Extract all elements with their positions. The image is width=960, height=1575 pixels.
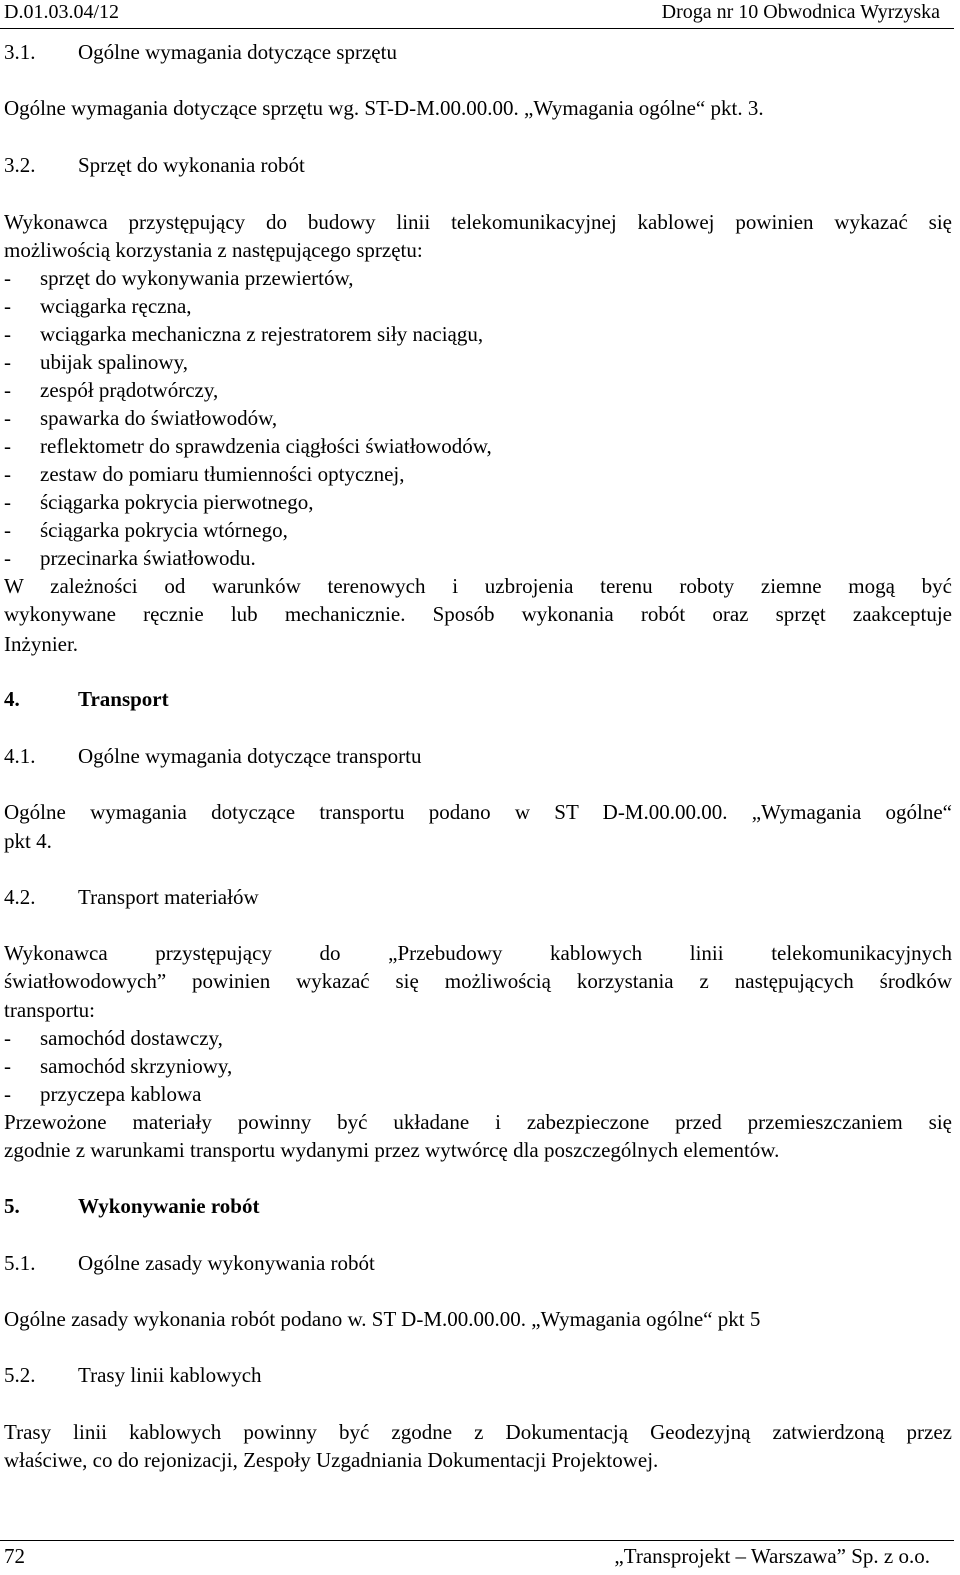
paragraph-5-2-line-1: Trasy linii kablowych powinny być zgodne z Dokumentacją Geodezyjną zatwierdzoną przez: [4, 1420, 952, 1444]
list-item: - samochód dostawczy,: [4, 1026, 223, 1050]
list-item: - ubijak spalinowy,: [4, 350, 188, 374]
page-number: 72: [4, 1544, 25, 1568]
list-item: - zestaw do pomiaru tłumienności optycznej,: [4, 462, 405, 486]
section-title-4: Transport: [78, 687, 169, 711]
paragraph-4-1-line-1: Ogólne wymagania dotyczące transportu podano w ST D-M.00.00.00. „Wymagania ogólne“: [4, 800, 952, 824]
paragraph-5-2-line-2: właściwe, co do rejonizacji, Zespoły Uzgadniania Dokumentacji Projektowej.: [4, 1448, 659, 1472]
paragraph-4-2-line-3: transportu:: [4, 998, 95, 1022]
section-number-5-2: 5.2.: [4, 1363, 36, 1387]
list-item: - przecinarka światłowodu.: [4, 546, 256, 570]
section-title-5: Wykonywanie robót: [78, 1194, 260, 1218]
page-header: [0, 0, 954, 29]
document-road-title: Droga nr 10 Obwodnica Wyrzyska: [661, 1, 940, 23]
list-item: - samochód skrzyniowy,: [4, 1054, 233, 1078]
section-number-4-1: 4.1.: [4, 744, 36, 768]
list-item: - ściągarka pokrycia pierwotnego,: [4, 490, 314, 514]
list-item: - ściągarka pokrycia wtórnego,: [4, 518, 288, 542]
paragraph-3-2b-line-1: W zależności od warunków terenowych i uzbrojenia terenu roboty ziemne mogą być: [4, 574, 952, 598]
paragraph-4-2b-line-2: zgodnie z warunkami transportu wydanymi przez wytwórcę dla poszczególnych elementów.: [4, 1138, 780, 1162]
company-name: „Transprojekt – Warszawa” Sp. z o.o.: [614, 1544, 930, 1568]
paragraph-3-1: Ogólne wymagania dotyczące sprzętu wg. ST-D-M.00.00.00. „Wymagania ogólne“ pkt. 3.: [4, 96, 764, 120]
section-title-4-2: Transport materiałów: [78, 885, 259, 909]
section-number-4: 4.: [4, 687, 20, 711]
list-item: - reflektometr do sprawdzenia ciągłości światłowodów,: [4, 434, 492, 458]
page-footer: [0, 1540, 954, 1575]
paragraph-4-2b-line-1: Przewożone materiały powinny być układane i zabezpieczone przed przemieszczaniem się: [4, 1110, 952, 1134]
section-number-5: 5.: [4, 1194, 20, 1218]
section-title-3-2: Sprzęt do wykonania robót: [78, 153, 305, 177]
paragraph-4-2-line-2: światłowodowych” powinien wykazać się możliwością korzystania z następujących środków: [4, 969, 952, 993]
section-number-4-2: 4.2.: [4, 885, 36, 909]
section-title-4-1: Ogólne wymagania dotyczące transportu: [78, 744, 422, 768]
paragraph-3-2-line-2: możliwością korzystania z następującego sprzętu:: [4, 238, 423, 262]
section-number-5-1: 5.1.: [4, 1251, 36, 1275]
list-item: - spawarka do światłowodów,: [4, 406, 278, 430]
paragraph-3-2b-line-3: Inżynier.: [4, 632, 79, 656]
section-title-3-1: Ogólne wymagania dotyczące sprzętu: [78, 40, 397, 64]
paragraph-3-2b-line-2: wykonywane ręcznie lub mechanicznie. Sposób wykonania robót oraz sprzęt zaakceptuje: [4, 602, 952, 626]
paragraph-4-2-line-1: Wykonawca przystępujący do „Przebudowy kablowych linii telekomunikacyjnych: [4, 941, 952, 965]
section-title-5-2: Trasy linii kablowych: [78, 1363, 262, 1387]
list-item: - wciągarka ręczna,: [4, 294, 192, 318]
section-number-3-2: 3.2.: [4, 153, 36, 177]
paragraph-3-2-line-1: Wykonawca przystępujący do budowy linii telekomunikacyjnej kablowej powinien wykazać się: [4, 210, 952, 234]
list-item: - zespół prądotwórczy,: [4, 378, 219, 402]
paragraph-5-1: Ogólne zasady wykonania robót podano w. ST D-M.00.00.00. „Wymagania ogólne“ pkt 5: [4, 1307, 761, 1331]
document-code: D.01.03.04/12: [4, 1, 119, 23]
section-title-5-1: Ogólne zasady wykonywania robót: [78, 1251, 375, 1275]
list-item: - sprzęt do wykonywania przewiertów,: [4, 266, 354, 290]
paragraph-4-1-line-2: pkt 4.: [4, 829, 52, 853]
section-number-3-1: 3.1.: [4, 40, 36, 64]
list-item: - wciągarka mechaniczna z rejestratorem siły naciągu,: [4, 322, 484, 346]
list-item: - przyczepa kablowa: [4, 1082, 202, 1106]
